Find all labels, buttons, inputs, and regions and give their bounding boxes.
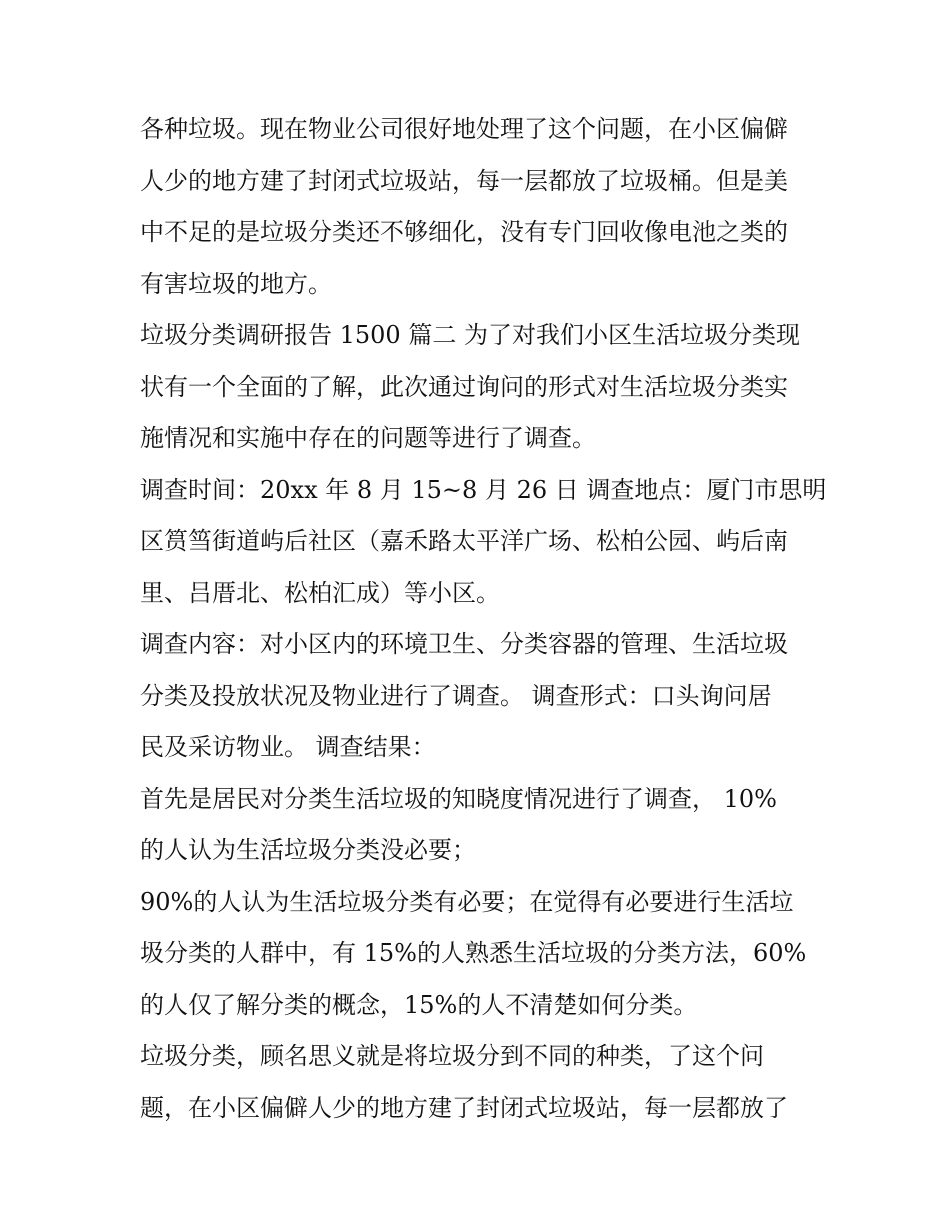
text-line: 首先是居民对分类生活垃圾的知晓度情况进行了调查， 10% (140, 784, 777, 813)
text-line: 调查内容：对小区内的环境卫生、分类容器的管理、生活垃圾 (140, 630, 788, 658)
text-line: 调查时间：20xx 年 8 月 15~8 月 26 日 调查地点：厦门市思明 (140, 475, 827, 504)
text-line: 的人仅了解分类的概念，15%的人不清楚如何分类。 (140, 990, 698, 1019)
text-line: 题，在小区偏僻人少的地方建了封闭式垃圾站，每一层都放了 (140, 1093, 788, 1122)
text-line: 里、吕厝北、松柏汇成）等小区。 (140, 578, 500, 607)
text-line: 状有一个全面的了解，此次通过询问的形式对生活垃圾分类实 (140, 372, 788, 401)
text-line: 垃圾分类，顾名思义就是将垃圾分到不同的种类，了这个问 (140, 1042, 764, 1070)
text-line: 分类及投放状况及物业进行了调查。 调查形式：口头询问居 (140, 681, 772, 710)
text-line: 垃圾分类调研报告 1500 篇二 为了对我们小区生活垃圾分类现 (140, 321, 800, 349)
text-line: 施情况和实施中存在的问题等进行了调查。 (140, 424, 596, 452)
text-line: 90%的人认为生活垃圾分类有必要；在觉得有必要进行生活垃 (140, 887, 794, 916)
text-line: 有害垃圾的地方。 (140, 269, 332, 298)
text-line: 民及采访物业。 调查结果： (140, 733, 436, 761)
text-line: 中不足的是垃圾分类还不够细化，没有专门回收像电池之类的 (140, 218, 788, 246)
text-line: 圾分类的人群中，有 15%的人熟悉生活垃圾的分类方法，60% (140, 939, 807, 967)
text-line: 各种垃圾。现在物业公司很好地处理了这个问题，在小区偏僻 (140, 115, 788, 143)
document-body (140, 104, 827, 1134)
text-line: 区筼筜街道屿后社区（嘉禾路太平洋广场、松柏公园、屿后南 (140, 527, 788, 555)
text-line: 的人认为生活垃圾分类没必要； (140, 836, 476, 864)
text-line: 人少的地方建了封闭式垃圾站，每一层都放了垃圾桶。但是美 (140, 166, 788, 195)
